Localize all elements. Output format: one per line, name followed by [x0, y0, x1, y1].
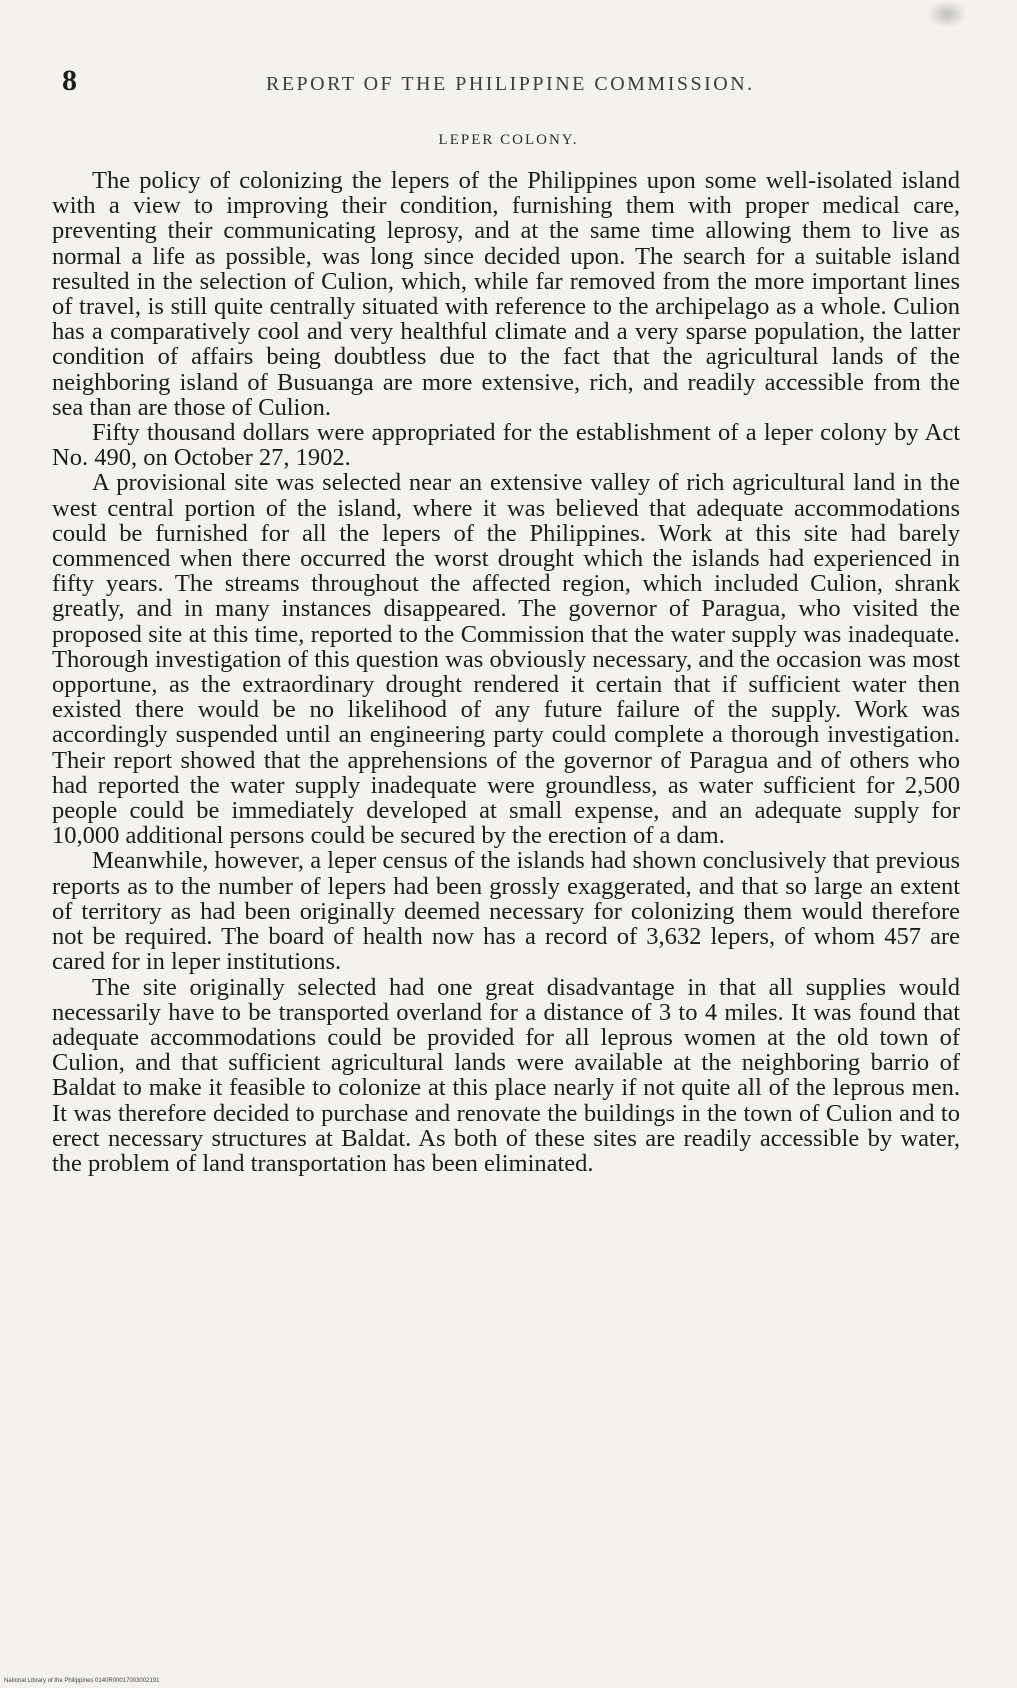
paragraph: The site originally selected had one great disadvantage in that all supplies would necessarily have to be transported overland for a distance of 3 to 4 miles. It was found that adequate accommodations could be provided for all leprous women at the old town of Culion, and that sufficient agricultural lands were available at the neighboring barrio of Baldat to make it feasible to colonize at this place nearly if not quite all of the leprous men. It was therefore decided to purchase and renovate the buildings in the town of Culion and to erect necessary structures at Baldat. As both of these sites are readily accessible by water, the problem of land transportation has been eliminated.	[52, 973, 960, 1177]
paragraph: A provisional site was selected near an extensive valley of rich agricultural land in the west central portion of the island, where it was believed that adequate accommodations could be furnished for all the lepers of the Philippines. Work at this site had barely commenced when there occurred the worst drought which the islands had experienced in fifty years. The streams throughout the affected region, which included Culion, shrank greatly, and in many instances disappeared. The governor of Paragua, who visited the proposed site at this time, reported to the Commission that the water supply was inadequate. Thorough investigation of this question was obviously necessary, and the occasion was most opportune, as the extraordinary drought rendered it certain that if sufficient water then existed there would be no likelihood of any future failure of the supply. Work was accordingly suspended until an engineering party could complete a thorough investigation. Their report showed that the apprehensions of the governor of Paragua and of others who had reported the water supply inadequate were groundless, as water sufficient for 2,500 people could be immediately developed at small expense, and an adequate supply for 10,000 additional persons could be secured by the erection of a dam.	[52, 469, 960, 850]
paragraph: Meanwhile, however, a leper census of the islands had shown conclusively that previous reports as to the number of lepers had been grossly exaggerated, and that so large an extent of territory as had been originally deemed necessary for colonizing them would therefore not be required. The board of health now has a record of 3,632 lepers, of whom 457 are cared for in leper institutions.	[52, 847, 960, 976]
paragraph: The policy of colonizing the lepers of the Philippines upon some well-isolated island with a view to improving their condition, furnishing them with proper medical care, preventing their communicating leprosy, and at the same time allowing them to live as normal a life as possible, was long since decided upon. The search for a suitable island resulted in the selection of Culion, which, while far removed from the more important lines of travel, is still quite centrally situated with reference to the archipelago as a whole. Culion has a comparatively cool and very healthful climate and a very sparse population, the latter condition of affairs being doubtless due to the fact that the agricultural lands of the neighboring island of Busuanga are more extensive, rich, and readily accessible from the sea than are those of Culion.	[52, 167, 960, 421]
page-number: 8	[62, 64, 77, 97]
section-title: LEPER COLONY.	[438, 132, 579, 148]
scan-smudge	[927, 0, 967, 28]
paragraph: Fifty thousand dollars were appropriated for the establishment of a leper colony by Act No. 490, on October 27, 1902.	[52, 419, 960, 472]
scan-credit: National Library of the Philippines 0140R00017003002191	[4, 1678, 160, 1684]
running-head: REPORT OF THE PHILIPPINE COMMISSION.	[266, 73, 755, 95]
body-text	[52, 168, 960, 1176]
page-header	[62, 64, 942, 98]
